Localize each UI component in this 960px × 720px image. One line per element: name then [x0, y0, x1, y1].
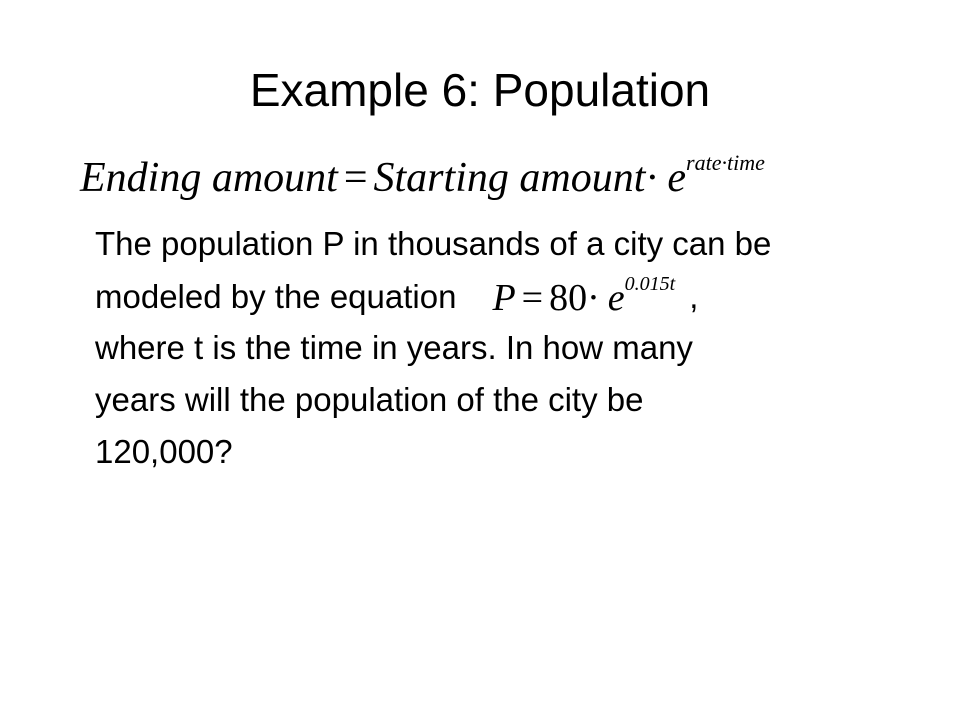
equation-dot: ·: [587, 277, 600, 319]
equation-exponent: 0.015t: [624, 273, 676, 296]
equation-base: e: [607, 277, 625, 319]
problem-line-2: [95, 270, 925, 322]
problem-line-2-suffix: ,: [689, 278, 699, 315]
equation-coefficient: 80: [549, 277, 588, 319]
problem-line-2-prefix: modeled by the equation: [95, 278, 457, 315]
equation-lhs: P: [492, 277, 516, 319]
problem-line-4: years will the population of the city be: [95, 381, 644, 418]
problem-line-1: The population P in thousands of a city can be: [95, 225, 772, 262]
formula-exponent: rate·time: [686, 150, 765, 175]
formula-rhs: Starting amount: [373, 155, 646, 201]
problem-line-3: where t is the time in years. In how many: [95, 329, 693, 366]
problem-line-5: 120,000?: [95, 433, 233, 470]
formula-lhs: Ending amount: [80, 155, 338, 201]
formula-base: e: [667, 155, 687, 201]
problem-text: [95, 218, 925, 478]
formula-equals: =: [343, 155, 368, 201]
slide-title: Example 6: Population: [249, 64, 711, 116]
population-equation: [492, 272, 675, 324]
formula-dot: ·: [645, 155, 660, 201]
general-formula: [80, 150, 765, 206]
equation-equals: =: [521, 277, 544, 319]
